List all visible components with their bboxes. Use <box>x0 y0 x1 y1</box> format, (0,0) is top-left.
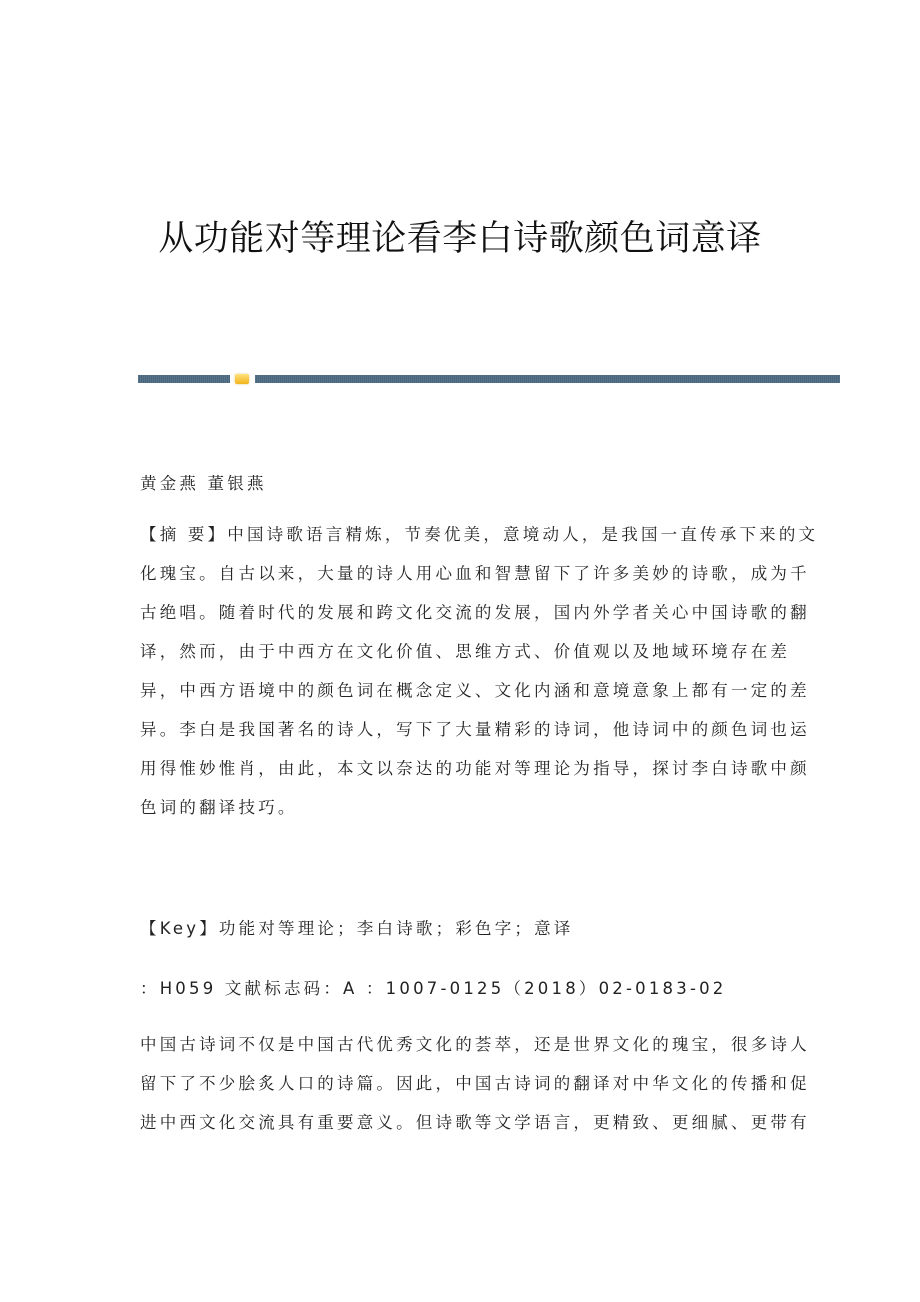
abstract-line: 【摘 要】中国诗歌语言精炼，节奏优美，意境动人，是我国一直传承下来的文 <box>140 525 819 544</box>
abstract-line: 异，中西方语境中的颜色词在概念定义、文化内涵和意境意象上都有一定的差 <box>140 681 810 700</box>
classification-codes: ：H059 文献标志码：A ：1007-0125（2018）02-0183-02 <box>140 979 727 998</box>
document-title: 从功能对等理论看李白诗歌颜色词意译 <box>158 219 762 259</box>
title-divider <box>138 375 840 384</box>
abstract-line: 译，然而，由于中西方在文化价值、思维方式、价值观以及地域环境存在差 <box>140 642 791 661</box>
keywords: 【Key】功能对等理论；李白诗歌；彩色字；意译 <box>140 919 574 938</box>
abstract <box>140 515 819 827</box>
authors: 黄金燕 董银燕 <box>140 474 267 493</box>
divider-bar-left <box>138 375 230 383</box>
envelope-ornament-icon <box>235 374 249 384</box>
abstract-line: 用得惟妙惟肖，由此，本文以奈达的功能对等理论为指导，探讨李白诗歌中颜 <box>140 759 810 778</box>
intro-line: 中国古诗词不仅是中国古代优秀文化的荟萃，还是世界文化的瑰宝，很多诗人 <box>140 1035 810 1054</box>
abstract-line: 异。李白是我国著名的诗人，写下了大量精彩的诗词，他诗词中的颜色词也运 <box>140 720 810 739</box>
abstract-line: 色词的翻译技巧。 <box>140 798 298 817</box>
divider-bar-right <box>255 375 840 383</box>
intro-paragraph <box>140 1025 810 1142</box>
abstract-line: 化瑰宝。自古以来，大量的诗人用心血和智慧留下了许多美妙的诗歌，成为千 <box>140 564 810 583</box>
abstract-line: 古绝唱。随着时代的发展和跨文化交流的发展，国内外学者关心中国诗歌的翻 <box>140 603 810 622</box>
intro-line: 进中西文化交流具有重要意义。但诗歌等文学语言，更精致、更细腻、更带有 <box>140 1113 810 1132</box>
intro-line: 留下了不少脍炙人口的诗篇。因此，中国古诗词的翻译对中华文化的传播和促 <box>140 1074 810 1093</box>
